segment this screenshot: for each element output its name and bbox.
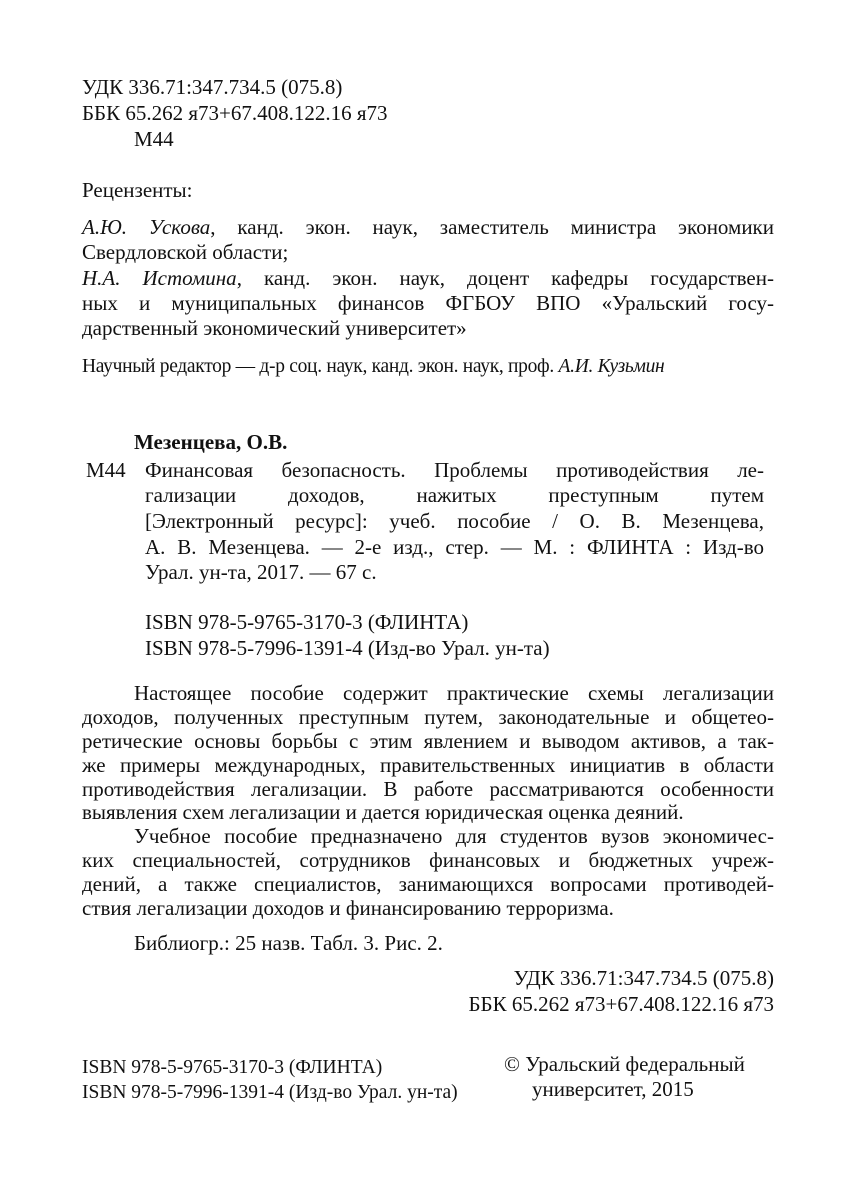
book-title-line-5: Урал. ун-та, 2017. — 67 с. [145,560,377,584]
author-mark: М44 [134,127,174,151]
footer-isbn-2: ISBN 978-5-7996-1391-4 (Изд-во Урал. ун-та) [82,1082,458,1103]
book-title-line-1: Финансовая безопасность. Проблемы противодействия ле- [145,458,764,482]
book-title-line-4: А. В. Мезенцева. — 2-е изд., стер. — М. : ФЛИНТА : Изд-во [145,535,764,559]
abstract-p1-line-6: выявления схем легализации и дается юридическая оценка деяний. [82,800,684,824]
abstract-p1-line-5: противодействия легализации. В работе рассматриваются особенности [82,777,774,801]
reviewer-2-line-3: дарственный экономический университет» [82,316,467,340]
abstract-p1-line-1: Настоящее пособие содержит практические схемы легализации [134,681,774,705]
footer-bbk-code: ББК 65.262 я73+67.408.122.16 я73 [468,992,774,1016]
book-title-line-2: гализации доходов, нажитых преступным путем [145,483,764,507]
copyright-year: университет, 2015 [532,1077,694,1101]
reviewer-2-name: Н.А. Истомина [82,266,237,290]
book-isbn-2: ISBN 978-5-7996-1391-4 (Изд-во Урал. ун-та) [145,636,550,660]
abstract-p2-line-3: дений, а также специалистов, занимающихся вопросами противодей- [82,872,774,896]
reviewers-title: Рецензенты: [82,178,193,202]
abstract-p1-line-2: доходов, полученных преступным путем, законодательные и общетео- [82,705,774,729]
book-title-line-3: [Электронный ресурс]: учеб. пособие / О. В. Мезенцева, [145,509,764,533]
footer-isbn-1: ISBN 978-5-9765-3170-3 (ФЛИНТА) [82,1057,383,1078]
udk-code: УДК 336.71:347.734.5 (075.8) [82,75,343,99]
bbk-code: ББК 65.262 я73+67.408.122.16 я73 [82,101,388,125]
abstract-p2-line-4: ствия легализации доходов и финансированию терроризма. [82,896,614,920]
abstract-p1-line-4: же примеры международных, правительственных инициатив в области [82,753,774,777]
reviewer-1-name: А.Ю. Ускова [82,215,211,239]
book-mark: М44 [86,458,126,482]
book-author: Мезенцева, О.В. [134,430,288,454]
reviewer-1-line-1: А.Ю. Ускова, канд. экон. наук, заместитель министра экономики [82,215,774,239]
book-isbn-1: ISBN 978-5-9765-3170-3 (ФЛИНТА) [145,610,469,634]
footer-udk-code: УДК 336.71:347.734.5 (075.8) [513,966,774,990]
copyright-holder: © Уральский федеральный [504,1052,745,1076]
abstract-p1-line-3: ретические основы борьбы с этим явлением и выводом активов, а так- [82,729,774,753]
editor-name: А.И. Кузьмин [558,356,665,377]
reviewer-2-line-2: ных и муниципальных финансов ФГБОУ ВПО «Уральский госу- [82,291,774,315]
reviewer-1-line-2: Свердловской области; [82,240,289,264]
scientific-editor: Научный редактор — д-р соц. наук, канд. экон. наук, проф. А.И. Кузьмин [82,356,665,377]
abstract-p2-line-1: Учебное пособие предназначено для студентов вузов экономичес- [134,824,774,848]
abstract-p2-line-2: ких специальностей, сотрудников финансовых и бюджетных учреж- [82,848,774,872]
bibliography-info: Библиогр.: 25 назв. Табл. 3. Рис. 2. [134,931,443,955]
reviewer-2-line-1: Н.А. Истомина, канд. экон. наук, доцент кафедры государствен- [82,266,774,290]
